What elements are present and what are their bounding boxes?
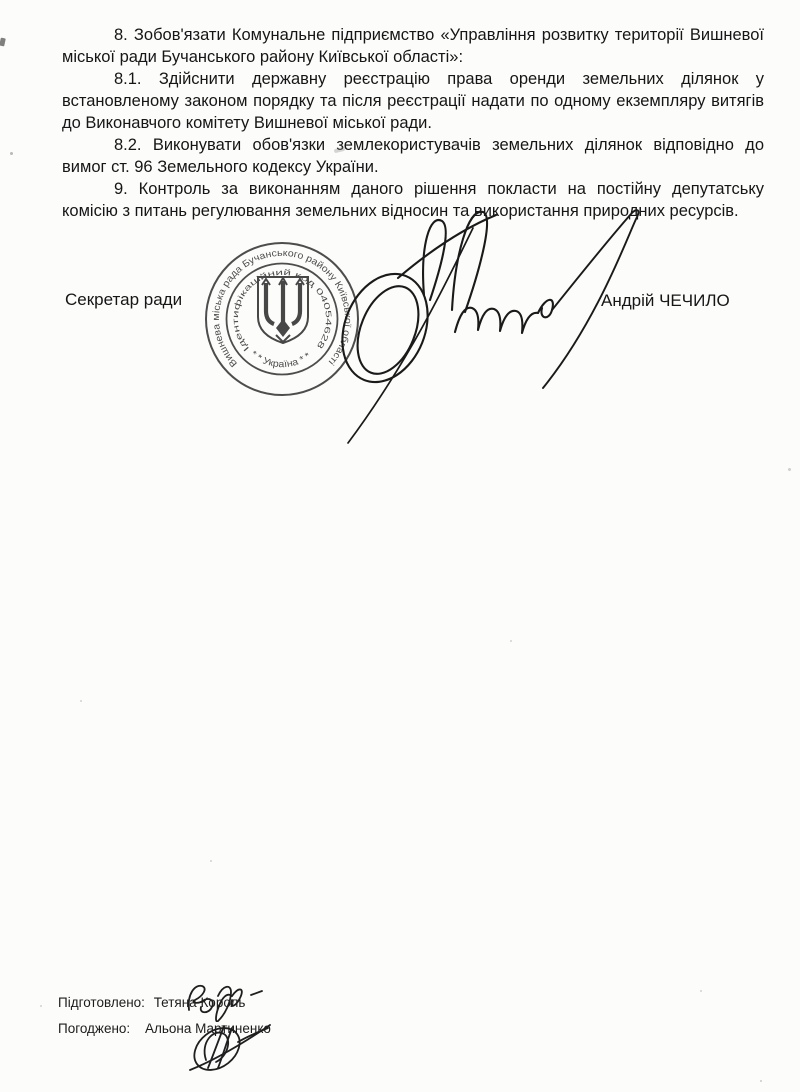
seal-id-code-text: Ідентифікаційний код 04054628 (230, 267, 334, 354)
prepared-label: Підготовлено: (58, 995, 145, 1010)
agreed-name: Альона Мартиненко (144, 1021, 271, 1036)
seal-country-text: * * Україна * * (248, 348, 313, 371)
agreed-label: Погоджено: (58, 1021, 131, 1036)
seal-ring-text: Вишнева міська рада Бучанського району Київської області (210, 247, 354, 369)
document-body (62, 24, 764, 222)
scan-speck (10, 152, 13, 155)
scan-speck (40, 1005, 42, 1007)
scan-speck (700, 990, 702, 992)
scan-speck (210, 860, 212, 862)
tryzub-emblem-icon (258, 277, 308, 343)
scan-speck (760, 1080, 762, 1082)
secretary-signature (340, 200, 640, 450)
paragraph-8-2: 8.2. Виконувати обов'язки землекористувачів земельних ділянок відповідно до вимог ст. 96 Земельного кодексу України. (62, 136, 764, 176)
signatory-name: Андрій ЧЕЧИЛО (601, 291, 730, 310)
scan-corner-mark (0, 38, 6, 47)
scan-speck (510, 640, 512, 642)
paragraph-8-1: 8.1. Здійснити державну реєстрацію права оренди земельних ділянок у встановленому законом порядку та після реєстрації надати по одному екземпляру витягів до Виконавчого комітету Вишневої міської ради. (62, 70, 764, 132)
prepared-name: Тетяна Король (153, 995, 246, 1010)
paragraph-9: 9. Контроль за виконанням даного рішення покласти на постійну депутатську комісію з питань регулювання земельних відносин та використання природних ресурсів. (62, 180, 764, 220)
paragraph-8: 8. Зобов'язати Комунальне підприємство «Управління розвитку території Вишневої міської ради Бучанського району Київської області»: (62, 26, 764, 66)
official-seal (204, 241, 360, 397)
scan-speck (80, 700, 82, 702)
agreed-signature (180, 1012, 275, 1077)
scan-speck (788, 468, 791, 471)
signatory-title: Секретар ради (65, 290, 183, 309)
